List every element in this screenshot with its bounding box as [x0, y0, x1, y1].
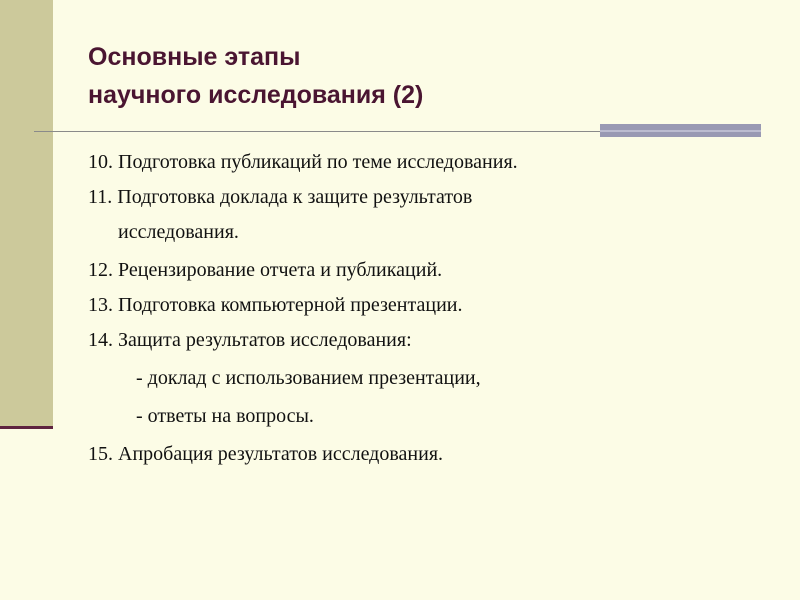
list-item-10: 10. Подготовка публикаций по теме исследования. [88, 151, 518, 173]
list-subitem-report: - доклад с использованием презентации, [136, 367, 481, 389]
slide-title [88, 38, 768, 114]
list-item-11-continuation: исследования. [118, 221, 239, 243]
left-decorative-bar [0, 0, 53, 428]
title-divider-line [34, 131, 600, 132]
slide-body-list [88, 146, 778, 473]
list-item-13: 13. Подготовка компьютерной презентации. [88, 294, 463, 316]
list-subitem-answers: - ответы на вопросы. [136, 405, 314, 427]
list-item-11: 11. Подготовка доклада к защите результатов [88, 186, 473, 208]
slide-title-line-1: Основные этапы [88, 43, 301, 71]
title-divider-accent-highlight [600, 130, 761, 132]
left-bar-underline [0, 426, 53, 429]
list-item-15: 15. Апробация результатов исследования. [88, 443, 444, 465]
slide-title-line-2: научного исследования (2) [88, 81, 424, 109]
list-item-14: 14. Защита результатов исследования: [88, 329, 412, 351]
list-item-12: 12. Рецензирование отчета и публикаций. [88, 259, 443, 281]
